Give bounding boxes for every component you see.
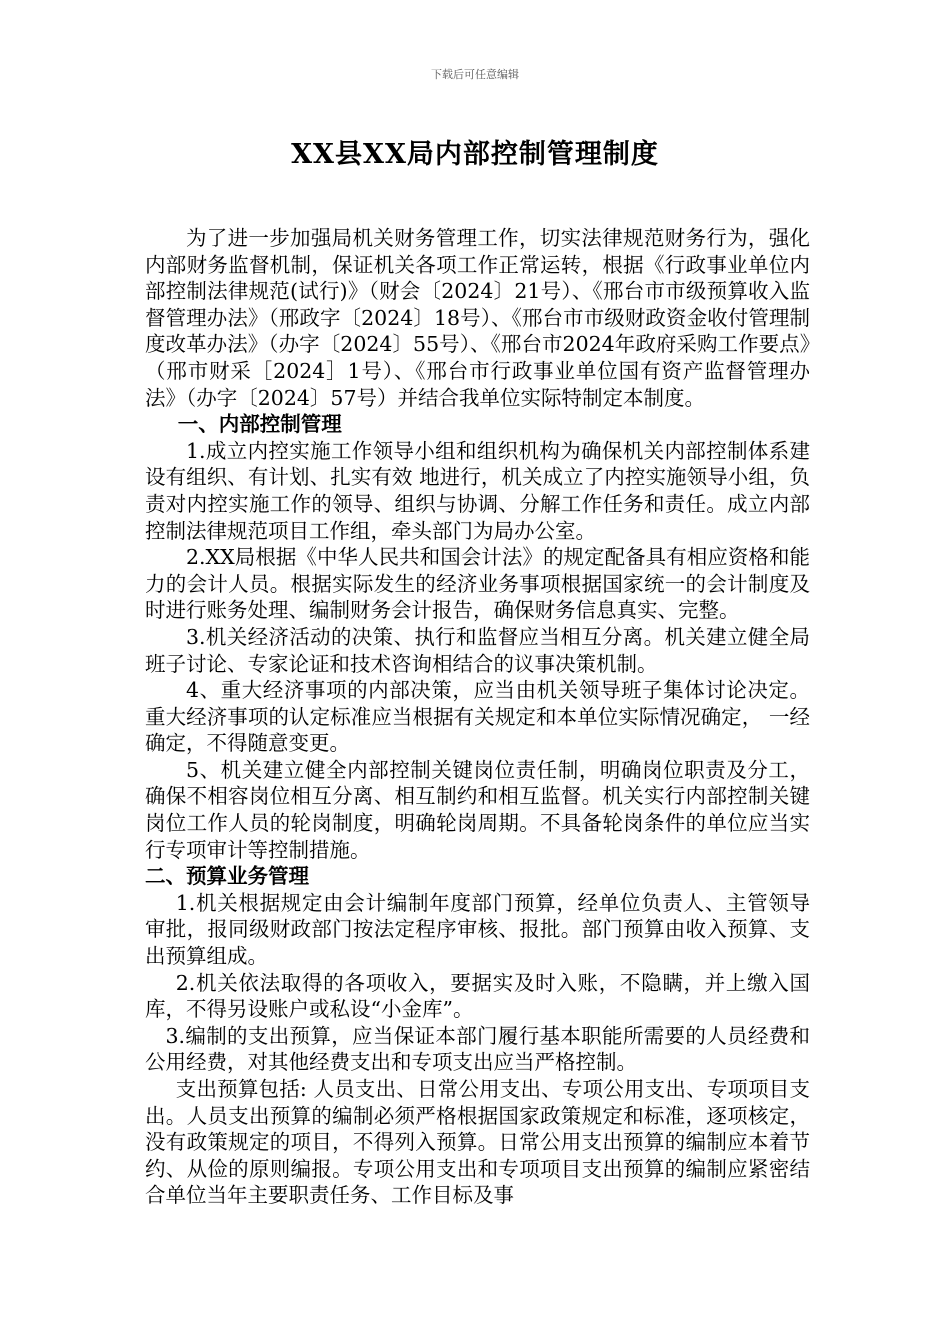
paragraph-item: 1.机关根据规定由会计编制年度部门预算，经单位负责人、主管领导审批，报同级财政部门按法定程序审核、报批。部门预算由收入预算、支出预算组成。 — [145, 890, 810, 969]
paragraph-item: 支出预算包括: 人员支出、日常公用支出、专项公用支出、专项项目支出。人员支出预算的编制必须严格根据国家政策规定和标准，逐项核定，没有政策规定的项目，不得列入预算。日常公用支出预算的编制应本着节约、从俭的原则编报。专项公用支出和专项项目支出预算的编制应紧密结合单位当年主要职责任务、工作目标及事 — [145, 1077, 810, 1208]
document-title: XX县XX局内部控制管理制度 — [291, 139, 659, 170]
intro-paragraph: 为了进一步加强局机关财务管理工作，切实法律规范财务行为，强化内部财务监督机制，保证机关各项工作正常运转，根据《行政事业单位内部控制法律规范(试行)》（财会〔2024〕21号）、《邢台市市级预算收入监督管理办法》（邢政字〔2024〕18号）、《邢台市市级财政资金收付管理制度改革办法》（办字〔2024〕55号）、《邢台市2024年政府采购工作要点》（邢市财采［2024］1号）、《邢台市行政事业单位国有资产监督管理办法》（办字〔2024〕57号）并结合我单位实际特制定本制度。 — [145, 226, 810, 410]
paragraph-item: 4、重大经济事项的内部决策，应当由机关领导班子集体讨论决定。 重大经济事项的认定标准应当根据有关规定和本单位实际情况确定， 一经确定，不得随意变更。 — [145, 678, 810, 756]
section-heading-internal-control: 一、内部控制管理 — [177, 412, 342, 437]
paragraph-item: 3.机关经济活动的决策、执行和监督应当相互分离。机关建立健全局班子讨论、专家论证和技术咨询相结合的议事决策机制。 — [145, 624, 810, 676]
paragraph-item: 5、机关建立健全内部控制关键岗位责任制，明确岗位职责及分工，确保不相容岗位相互分离、相互制约和相互监督。机关实行内部控制关键岗位工作人员的轮岗制度，明确轮岗周期。不具备轮岗条件的单位应当实行专项审计等控制措施。 — [145, 757, 810, 862]
paragraph-item: 2.机关依法取得的各项收入，要据实及时入账，不隐瞒，并上缴入国库，不得另设账户或私设“小金库”。 — [145, 970, 810, 1022]
header-note: 下载后可任意编辑 — [431, 68, 519, 81]
paragraph-item: 3.编制的支出预算，应当保证本部门履行基本职能所需要的人员经费和公用经费，对其他经费支出和专项支出应当严格控制。 — [145, 1023, 810, 1075]
section-heading-budget: 二、预算业务管理 — [145, 864, 309, 889]
paragraph-item: 2.XX局根据《中华人民共和国会计法》的规定配备具有相应资格和能力的会计人员。根据实际发生的经济业务事项根据国家统一的会计制度及时进行账务处理、编制财务会计报告，确保财务信息真实、完整。 — [145, 545, 810, 623]
document-body — [145, 225, 810, 1209]
paragraph-item: 1.成立内控实施工作领导小组和组织机构为确保机关内部控制体系建设有组织、有计划、扎实有效 地进行，机关成立了内控实施领导小组，负责对内控实施工作的领导、组织与协调、分解工作任务和责任。成立内部控制法律规范项目工作组，牵头部门为局办公室。 — [145, 438, 810, 543]
